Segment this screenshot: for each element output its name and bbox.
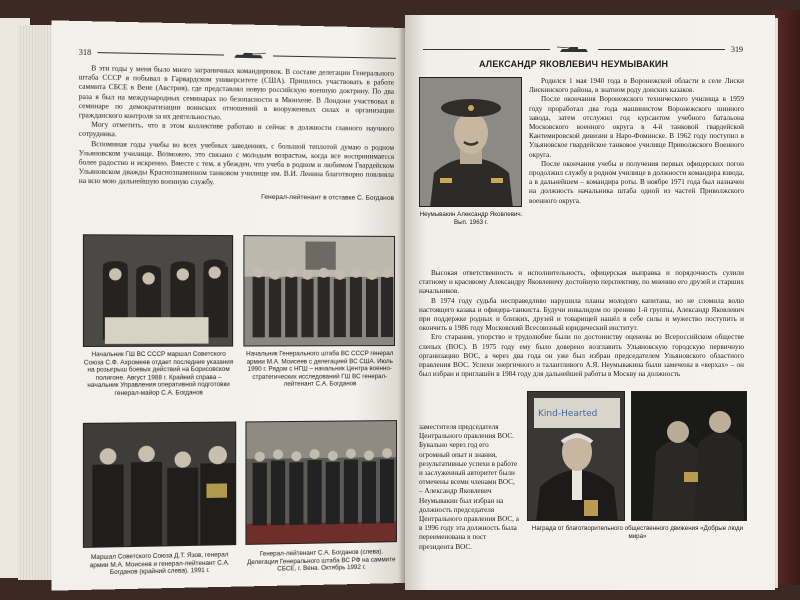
award-photo <box>527 391 625 521</box>
photo-caption: Начальник ГШ ВС СССР маршал Советского Союза С.Ф. Ахромеев отдает последние указания на розыгрыш боевых действий на Борисовском полигоне. Август 1988 г. Крайний справа – начальник Управления оперативной подготовки генерал-майор С.А. Богданов <box>83 350 234 397</box>
right-page <box>405 15 775 590</box>
paragraph: Высокая ответственность и исполнительность, офицерская выправка и порядочность сулили статному и красивому Александру Яковлевичу достойную перспективу, по мнению его друзей и старших начальников. <box>419 269 744 296</box>
paragraph: Вспоминая годы учебы во всех учебных заведениях, с большой теплотой думаю о родном Ульяновском училище. Возможно, это связано с молодым возрастом, когда все воспринимается более радостно и искренно. Вместе с тем, я убежден, что учеба в родном и любимом Гвардейском Ульяновском дважды Краснознаменном танковом училище им. В.И. Ленина благотворно повлияла на всю мою дальнейшую военную службу. <box>78 139 395 187</box>
photo-caption: Маршал Советского Союза Д.Т. Язов, генерал армии М.А. Моисеев и генерал-лейтенант С.А. Богданов (крайний слева). 1991 г. <box>89 551 230 577</box>
paragraph: В 1974 году судьба несправедливо нарушила планы молодого капитана, но не сломила волю настоящего казака и офицера-танкиста. Будучи инвалидом по зрению 1-й группы, Александр Яковлевич при поддержке родных и близких, друзей и товарищей нашёл в себе силы и мужество поступить и окончить в 1986 году Московский Всесоюзный юридический институт. <box>419 296 744 333</box>
body-text <box>419 269 744 379</box>
intro-text <box>529 77 744 206</box>
left-page <box>51 20 405 590</box>
tank-ornament-icon <box>556 46 592 54</box>
photo-caption: Генерал-лейтенант С.А. Богданов (слева). Делегация Генерального штаба ВС РФ на саммите СБСЕ, г. Вена. Октябрь 1992 г. <box>247 548 396 573</box>
portrait-photo <box>419 77 522 207</box>
portrait-caption: Неумывакин Александр Яковлевич. Вып. 1963 г. <box>419 211 523 226</box>
left-page-header <box>79 48 396 63</box>
biography-title: АЛЕКСАНДР ЯКОВЛЕВИЧ НЕУМЫВАКИН <box>479 59 669 69</box>
award-caption: Награда от благотворительного общественного движения «Добрые люди мира» <box>531 525 744 540</box>
right-page-header <box>423 45 743 54</box>
paragraph: Его старания, упорство и трудолюбие были по достоинству оценены во Всероссийском обществе слепых (ВОС). В 1975 году ему было доверено возглавить Ульяновскую городскую первичную организацию ВОС, а через два года он уже был избран председателем Ульяновского областного правления ВОС. Успехи энергичного и талантливого А.Я. Неумывакина были замечены в «верхах» – он был избран и приглашён в 1984 году для дальнейшей работы в Москву на должность <box>419 333 744 379</box>
photo-vienna-delegation <box>245 420 397 545</box>
left-page-number: 318 <box>78 47 92 58</box>
award-banner-text: Kind-Hearted <box>538 409 598 419</box>
paragraph: После окончания Воронежского технического училища в 1959 году проработал два года машинистом Воронежского шинного завода, затем отслужил год курсантом учебного батальона Московского военного округа в 4-й танковой гвардейской Кантемировской дивизии в Наро-Фоминске. В 1962 году поступил в Ульяновское гвардейское танковое училище Приволжского Военного округа. <box>529 95 744 159</box>
photo-caption: Начальник Генерального штаба ВС СССР генерал армии М.А. Моисеев с делегацией ВС США. Июль 1990 г. Рядом с НГШ – начальник Центра военно-стратегических исследований ГШ ВС генерал-лейтенант С.А. Богданов <box>246 350 394 389</box>
photo-akhromeev <box>83 234 233 347</box>
left-page-text <box>79 64 394 203</box>
tank-ornament-icon <box>230 51 267 60</box>
right-page-number: 319 <box>731 45 743 54</box>
signature: Генерал-лейтенант в отставке С. Богданов <box>261 193 395 202</box>
photo-yazov-moiseev <box>83 422 236 548</box>
award-ceremony-photo <box>631 391 747 521</box>
paragraph: Родился 1 мая 1940 года в Воронежской области в селе Лиски Лискинского района, в знатном роду донских казаков. <box>529 77 744 95</box>
paragraph: В эти годы у меня было много заграничных командировок. В составе делегации Генерального штаба СССР я побывал в Гарвардском университете (США). Пришлось участвовать в работе саммита СБСЕ в Вене (Австрия), где представлял новую российскую военную доктрину. По два раза я был на международных семинарах по безопасности в Мюнхене. В Лондоне участвовал в семинаре по демократизации воинских отношений в вооруженных силах и организации гражданского контроля за их деятельностью. <box>78 64 395 122</box>
paragraph: заместителя председателя Центрального правления ВОС. Бувально через год его огромный опыт и знания, результативные успехи в работе и заслуженный авторитет были отмечены всеми членами ВОС, – Александр Яковлевич Неумывакин был избран на должность председателя Центрального правления ВОС, а в 1996 году эта должность была переименована в пост президента ВОС. <box>419 423 519 551</box>
paragraph: После окончания учебы и получения первых офицерских погон продолжил службу в родном училище в должности командира взвода, а в дальнейшем – командира роты. В ноябре 1971 года был назначен на должность начальника штаба одной из частей Приволжского военного округа. <box>529 159 744 205</box>
narrow-column-text <box>419 423 519 552</box>
photo-moiseev-delegation <box>243 235 395 346</box>
paragraph: Могу отметить, что в этом коллективе работаю и сейчас в должности главного научного сотрудника. <box>78 120 395 139</box>
